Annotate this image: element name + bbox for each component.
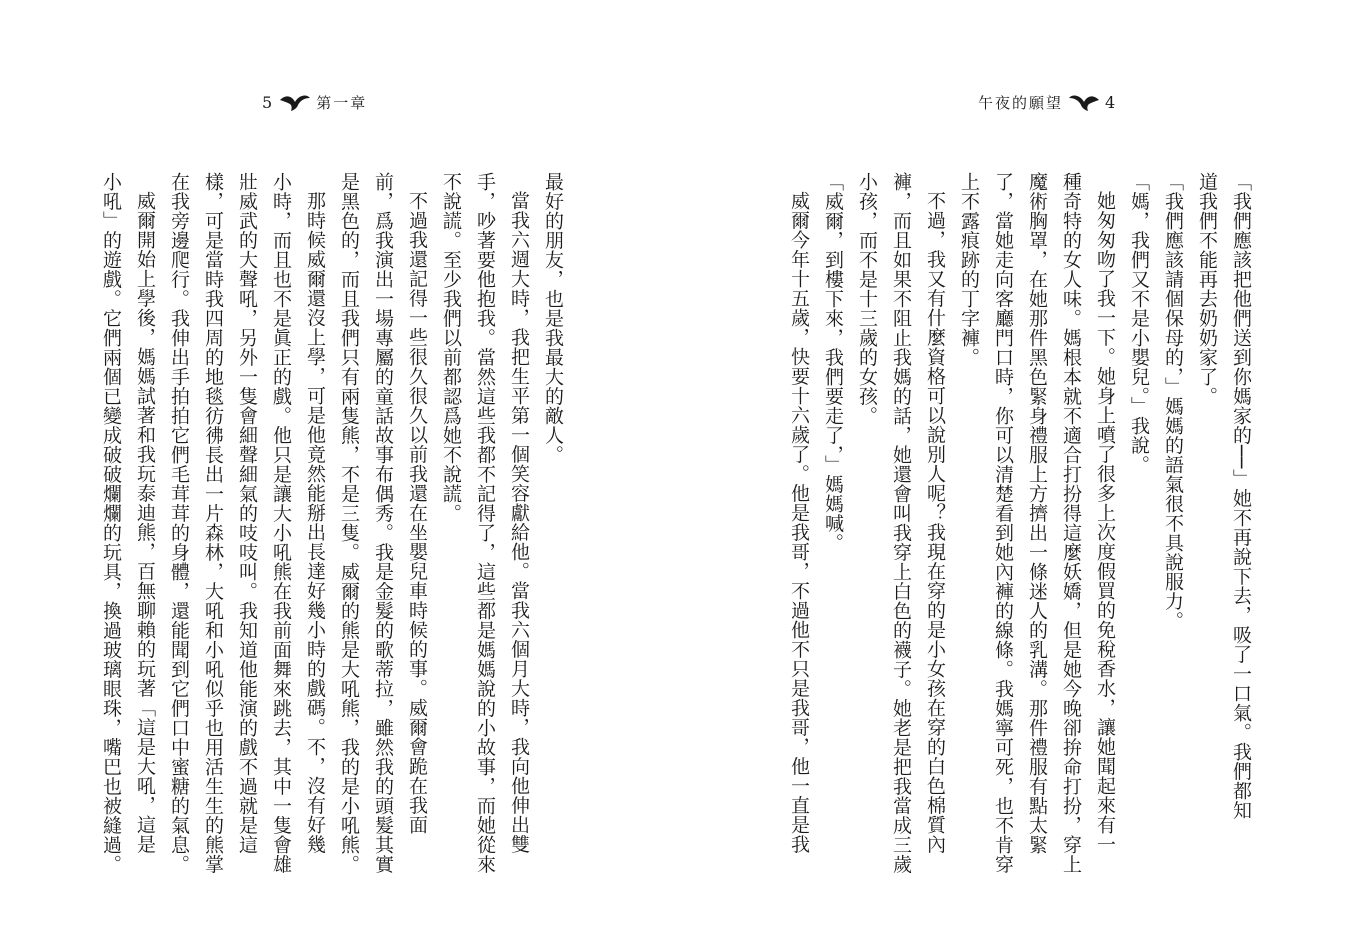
right-page-number: 4 <box>1105 92 1118 112</box>
text-line: 「我們應該請個保母的，」媽媽的語氣很不具說服力。 <box>1162 172 1184 631</box>
text-line: 上不露痕跡的丁字褲。 <box>958 172 980 367</box>
text-line: 是黑色的，而且我們只有兩隻熊，不是三隻。威爾的熊是大吼熊，我的是小吼熊。 <box>338 172 360 874</box>
text-line: 前，爲我演出一場專屬的童話故事布偶秀。我是金髮的歌蒂拉，雖然我的頭髮其實 <box>372 172 394 874</box>
left-page <box>0 0 680 946</box>
text-line: 當我六週大時，我把生平第一個笑容獻給他。當我六個月大時，我向他伸出雙 <box>508 191 530 854</box>
text-line: 了，當她走向客廳門口時，你可以清楚看到她內褲的線條。我媽寧可死，也不肯穿 <box>992 172 1014 874</box>
text-line: 不過我還記得一些很久很久以前我還在坐嬰兒車時候的事。威爾會跪在我面 <box>406 191 428 835</box>
left-page-body <box>100 172 570 874</box>
text-line: 壯威武的大聲吼，另外一隻會細聲細氣的吱吱叫。我知道他能演的戲不過就是這 <box>236 172 258 855</box>
left-page-header <box>262 90 367 114</box>
right-page-body <box>788 172 1258 874</box>
bird-ornament-icon <box>278 92 312 112</box>
text-line: 小時，而且也不是眞正的戲。他只是讓大小吼熊在我前面舞來跳去，其中一隻會雄 <box>270 172 292 874</box>
text-line: 道我們不能再去奶奶家了。 <box>1196 172 1218 406</box>
text-line: 不過，我又有什麼資格可以說別人呢？我現在穿的是小女孩在穿的白色棉質內 <box>924 191 946 854</box>
text-line: 「威爾，到樓下來，我們要走了，」媽媽喊。 <box>822 172 844 553</box>
chapter-title: 第一章 <box>316 93 368 112</box>
text-line: 褲，而且如果不阻止我媽的話，她還會叫我穿上白色的襪子。她老是把我當成三歲 <box>890 172 912 874</box>
book-title: 午夜的願望 <box>978 93 1064 112</box>
text-line: 「媽，我們又不是小嬰兒。」我說。 <box>1128 172 1150 475</box>
text-line: 「我們應該把他們送到你媽家的──」她不再說下去，吸了一口氣。我們都知 <box>1230 172 1252 820</box>
text-line: 在我旁邊爬行。我伸出手拍拍它們毛茸茸的身體，還能聞到它們口中蜜糖的氣息。 <box>168 172 190 874</box>
text-line: 那時候威爾還沒上學，可是他竟然能掰出長達好幾小時的戲碼。不，沒有好幾 <box>304 191 326 854</box>
left-page-number: 5 <box>262 92 275 112</box>
text-line: 種奇特的女人味。媽根本就不適合打扮得這麼妖嬌，但是她今晚卻拚命打扮，穿上 <box>1060 172 1082 874</box>
text-line: 小孩，而不是十三歲的女孩。 <box>856 172 878 426</box>
text-line: 她匆匆吻了我一下。她身上噴了很多上次度假買的免稅香水，讓她聞起來有一 <box>1094 191 1116 854</box>
text-line: 魔術胸罩，在她那件黑色緊身禮服上方擠出一條迷人的乳溝。那件禮服有點太緊 <box>1026 172 1048 855</box>
text-line: 小吼」的遊戲。它們兩個已變成破破爛爛的玩具，換過玻璃眼珠，嘴巴也被縫過。 <box>100 172 122 874</box>
text-line: 最好的朋友，也是我最大的敵人。 <box>542 172 564 465</box>
text-line: 威爾開始上學後，媽媽試著和我玩泰迪熊，百無聊賴的玩著「這是大吼，這是 <box>134 191 156 854</box>
right-page <box>680 0 1361 946</box>
right-page-header <box>978 90 1117 114</box>
text-line: 威爾今年十五歲，快要十六歲了。他是我哥，不過他不只是我哥，他一直是我 <box>788 191 810 854</box>
bird-ornament-icon <box>1067 92 1101 112</box>
text-line: 手，吵著要他抱我。當然這些我都不記得了，這些都是媽媽說的小故事，而她從來 <box>474 172 496 874</box>
text-line: 樣，可是當時我四周的地毯彷彿長出一片森林，大吼和小吼似乎也用活生生的熊掌 <box>202 172 224 874</box>
text-line: 不說謊。至少我們以前都認爲她不說謊。 <box>440 172 462 523</box>
